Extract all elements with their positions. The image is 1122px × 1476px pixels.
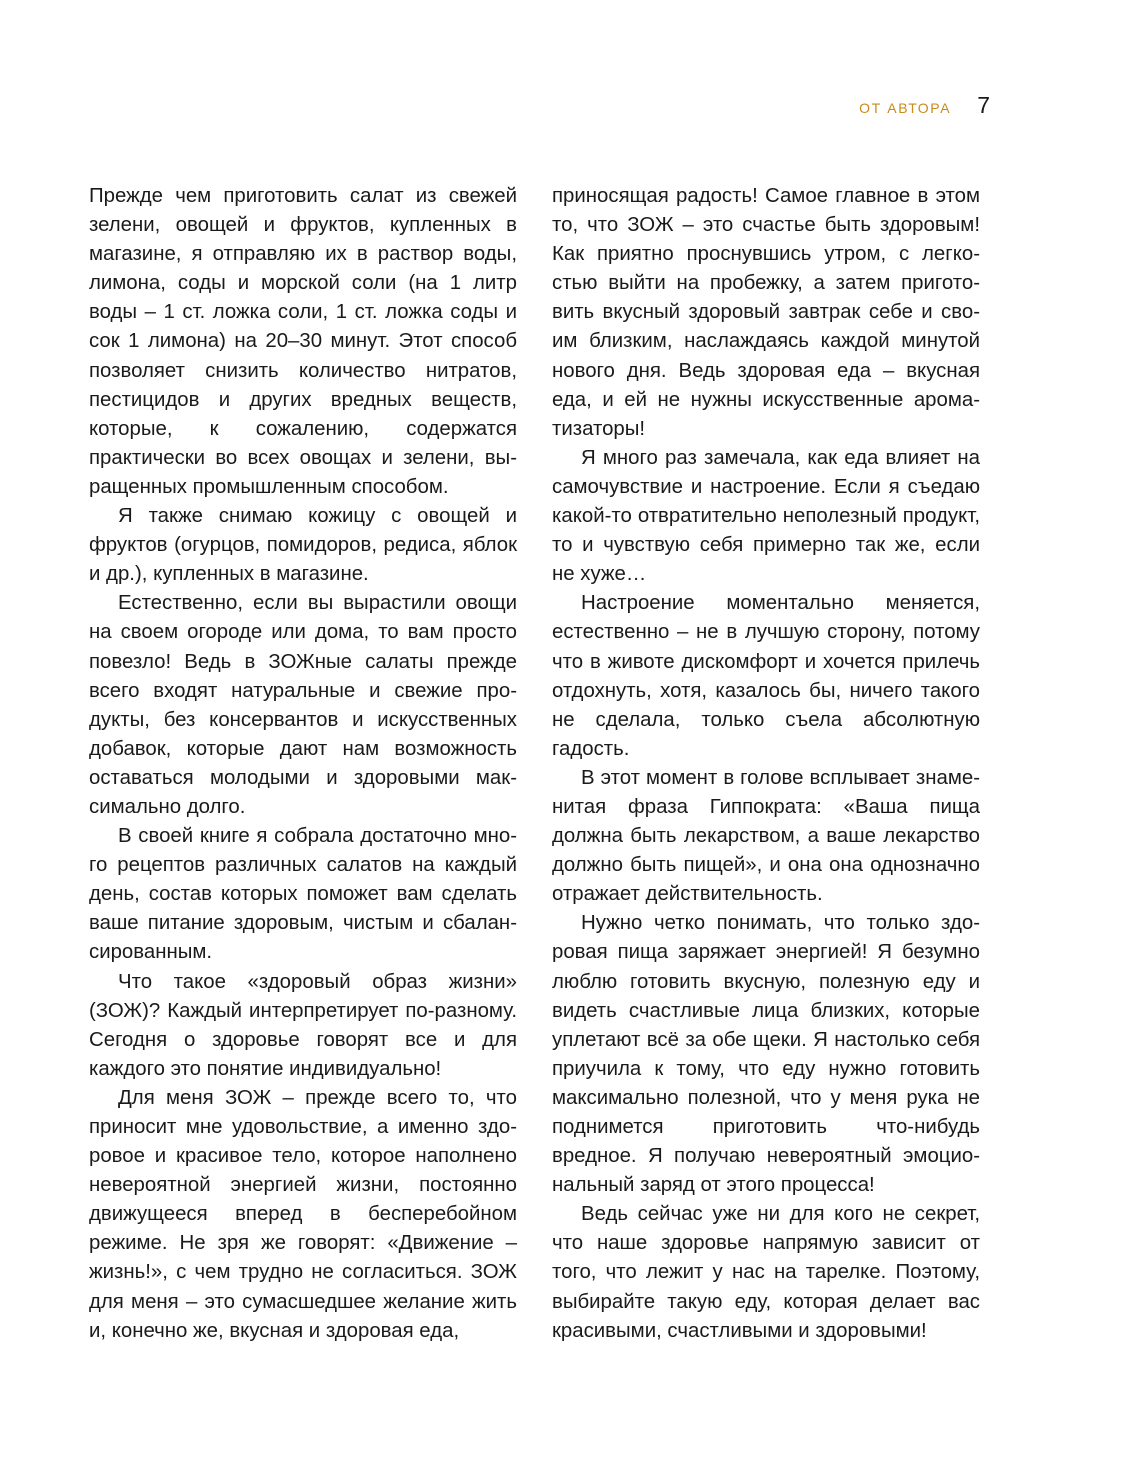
paragraph: В этот момент в голове всплывает знаменитая фраза Гиппократа: «Ваша пища должна быть лекарством, а ваше лекарство должно быть пищей», и она она однозначно отражает действительность. [552,766,980,906]
paragraph: приносящая радость! Самое главное в этом то, что ЗОЖ – это счастье быть здоровым! Как приятно проснувшись утром, с легкостью выйти на пробежку, а затем приготовить вкусный здоровый завтрак себе и своим близким, наслаждаясь каждой минутой нового дня. Ведь здоровая еда – вкусная еда, и ей не нужны искусственные ароматизаторы! [552,185,980,440]
paragraph: Для меня ЗОЖ – прежде всего то, что приносит мне удовольствие, а именно здоровое и красивое тело, которое наполнено невероятной энергией жизни, постоянно движущееся вперед в бесперебойном режиме. Не зря же говорят: «Движение – жизнь!», с чем трудно не согласиться. ЗОЖ для меня – это сумасшедшее желание жить и, конечно же, вкусная и здоровая еда, [89,1086,517,1342]
paragraph: Прежде чем приготовить салат из свежей зелени, овощей и фруктов, купленных в магазине, я отправляю их в раствор воды, лимона, соды и морской соли (на 1 литр воды – 1 ст. ложка соли, 1 ст. ложка соды и сок 1 лимона) на 20–30 минут. Этот способ позволяет снизить количество нитратов, пестицидов и других вредных веществ, которые, к сожалению, содержатся практически во всех овощах и зелени, выращенных промышленным способом. [89,185,517,498]
paragraph: Ведь сейчас уже ни для кого не секрет, что наше здоровье напрямую зависит от того, что лежит у нас на тарелке. Поэтому, выбирайте такую еду, которая делает вас красивыми, счастливыми и здоровыми! [552,1203,980,1342]
paragraph: Что такое «здоровый образ жизни» (ЗОЖ)? Каждый интерпретирует по-разному. Сегодня о здоровье говорят все и для каждого это понятие индивидуально! [89,970,517,1080]
paragraph: Нужно четко понимать, что только здоровая пища заряжает энергией! Я безумно люблю готовить вкусную, полезную еду и видеть счастливые лица близких, которые уплетают всё за обе щеки. Я настолько себя приучила к тому, что еду нужно готовить максимально полезной, что у меня рука не поднимется приготовить что-нибудь вредное. Я получаю невероятный эмоциональный заряд от этого процесса! [552,912,980,1197]
paragraph: Я много раз замечала, как еда влияет на самочувствие и настроение. Если я съедаю какой-то отвратительно неполезный продукт, то и чувствую себя примерно так же, если не хуже… [552,446,980,586]
section-title: ОТ АВТОРА [859,100,952,116]
right-column [552,182,980,1346]
page-number: 7 [977,92,990,118]
running-header [859,92,990,119]
left-column [89,182,517,1346]
paragraph: В своей книге я собрала достаточно много рецептов различных салатов на каждый день, состав которых поможет вам сделать ваше питание здоровым, чистым и сбалансированным. [89,825,517,964]
paragraph: Настроение моментально меняется, естественно – не в лучшую сторону, потому что в животе дискомфорт и хочется прилечь отдохнуть, хотя, казалось бы, ничего такого не сделала, только съела абсолютную гадость. [552,592,980,760]
paragraph: Я также снимаю кожицу с овощей и фруктов (огурцов, помидоров, редиса, яблок и др.), купленных в магазине. [89,505,517,586]
paragraph: Естественно, если вы вырастили овощи на своем огороде или дома, то вам просто повезло! Ведь в ЗОЖные салаты прежде всего входят натуральные и свежие продукты, без консервантов и искусственных добавок, которые дают нам возможность оставаться молодыми и здоровыми максимально долго. [89,592,517,818]
